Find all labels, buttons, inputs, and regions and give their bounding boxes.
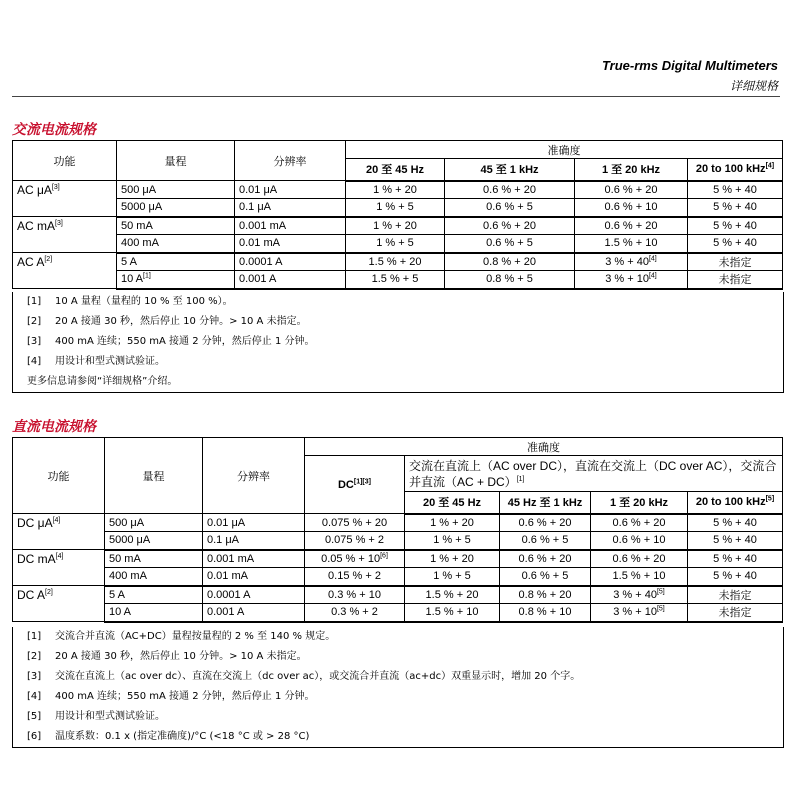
col-header-dc-label: DC [337, 478, 354, 491]
footnote-ref: [1] [516, 475, 525, 483]
accuracy-cell: 0.6 % + 20 [575, 217, 688, 235]
resolution-cell: 0.001 A [203, 604, 305, 622]
footnote [13, 312, 783, 332]
accuracy-cell: 0.8 % + 20 [500, 586, 591, 604]
accuracy-cell: 5 % + 40 [688, 550, 783, 568]
resolution-cell: 0.001 mA [235, 217, 346, 235]
function-cell [13, 217, 117, 253]
col-header-range: 量程 [105, 438, 203, 514]
footnote-number: [3] [27, 671, 42, 682]
resolution-cell: 0.1 μA [203, 532, 305, 550]
col-header-resolution: 分辨率 [203, 438, 305, 514]
accuracy-cell: 5 % + 40 [688, 199, 783, 217]
footnote-number: [3] [27, 336, 42, 347]
footnote [13, 647, 783, 667]
ac-section-title: 交流电流规格 [12, 122, 96, 138]
footnote-ref: [6] [380, 552, 388, 560]
range-value-text: 10 A [121, 273, 144, 286]
table-row [13, 568, 783, 586]
function-cell [13, 514, 105, 550]
col-header-ac-dc-label: 交流在直流上（AC over DC），直流在交流上（DC over AC），交流合并直流（AC + DC） [409, 458, 777, 489]
resolution-cell: 0.1 μA [235, 199, 346, 217]
footnote-ref: [2] [45, 589, 53, 596]
col-header-1-20khz: 1 至 20 kHz [575, 159, 688, 181]
table-row [13, 199, 783, 217]
footnote [13, 292, 783, 312]
footnote-ref: [1][3] [353, 477, 371, 485]
footnote-text: 400 mA 连续；550 mA 接通 2 分钟，然后停止 1 分钟。 [55, 336, 315, 347]
accuracy-cell: 1 % + 20 [346, 217, 445, 235]
footnote-text: 交流在直流上（ac over dc）、直流在交流上（dc over ac），或交流合并直流（ac+dc）双重显示时，增加 20 个字。 [55, 671, 581, 682]
accuracy-cell: 5 % + 40 [688, 532, 783, 550]
footnote-number: [4] [27, 691, 42, 702]
accuracy-cell: 1.5 % + 5 [346, 271, 445, 289]
accuracy-cell: 未指定 [688, 271, 783, 289]
col-header-20-100khz [688, 159, 783, 181]
dc-accuracy-cell: 0.3 % + 2 [305, 604, 405, 622]
accuracy-cell: 0.6 % + 5 [500, 532, 591, 550]
accuracy-cell: 5 % + 40 [688, 514, 783, 532]
accuracy-value-text: 3 % + 40 [605, 255, 649, 268]
dc-accuracy-cell: 0.075 % + 2 [305, 532, 405, 550]
accuracy-value-text: 3 % + 10 [605, 273, 649, 286]
footnote-number: [5] [27, 711, 42, 722]
accuracy-cell: 0.6 % + 20 [445, 181, 575, 199]
accuracy-cell: 1 % + 5 [346, 199, 445, 217]
function-label-text: AC μA [17, 183, 52, 197]
range-cell: 500 μA [117, 181, 235, 199]
col-header-20-45hz: 20 至 45 Hz [346, 159, 445, 181]
footnote-text: 400 mA 连续；550 mA 接通 2 分钟，然后停止 1 分钟。 [55, 691, 315, 702]
dc-current-spec-table [12, 437, 783, 623]
accuracy-cell: 5 % + 40 [688, 235, 783, 253]
table-row [13, 217, 783, 235]
resolution-cell: 0.01 μA [203, 514, 305, 532]
table-row [13, 532, 783, 550]
footnote-ref: [4] [648, 272, 657, 280]
accuracy-cell: 0.6 % + 20 [445, 217, 575, 235]
accuracy-cell: 未指定 [688, 586, 783, 604]
function-label-text: DC μA [17, 516, 53, 530]
accuracy-value-text: 3 % + 40 [613, 588, 657, 601]
header-divider [12, 96, 780, 97]
range-cell: 400 mA [105, 568, 203, 586]
accuracy-cell: 0.6 % + 20 [500, 514, 591, 532]
function-label-text: DC mA [17, 552, 56, 566]
accuracy-cell: 1.5 % + 10 [591, 568, 688, 586]
range-cell: 500 μA [105, 514, 203, 532]
accuracy-cell: 0.8 % + 20 [445, 253, 575, 271]
col-header-20-45hz: 20 至 45 Hz [405, 492, 500, 514]
accuracy-cell: 1.5 % + 20 [346, 253, 445, 271]
accuracy-cell: 5 % + 40 [688, 568, 783, 586]
table-row [13, 253, 783, 271]
accuracy-cell: 未指定 [688, 253, 783, 271]
accuracy-cell: 0.6 % + 10 [575, 199, 688, 217]
footnote-text: 温度系数：0.1 x (指定准确度)/°C (<18 °C 或 > 28 °C) [55, 731, 310, 742]
function-cell [13, 586, 105, 622]
footnote-text: 用设计和型式测试验证。 [55, 711, 165, 722]
accuracy-cell: 1 % + 20 [405, 550, 500, 568]
accuracy-cell: 0.6 % + 20 [500, 550, 591, 568]
accuracy-cell: 1 % + 20 [346, 181, 445, 199]
range-cell: 5 A [117, 253, 235, 271]
footnote [13, 352, 783, 372]
resolution-cell: 0.0001 A [203, 586, 305, 604]
footnote-ref: [4] [765, 162, 775, 170]
accuracy-cell: 未指定 [688, 604, 783, 622]
accuracy-cell: 1 % + 20 [405, 514, 500, 532]
function-label-text: AC mA [17, 219, 56, 233]
col-header-20-100khz-label: 20 to 100 kHz [695, 496, 766, 509]
accuracy-cell: 0.6 % + 5 [500, 568, 591, 586]
range-cell [117, 271, 235, 289]
resolution-cell: 0.01 μA [235, 181, 346, 199]
range-cell: 50 mA [105, 550, 203, 568]
footnote-number: [1] [27, 296, 42, 307]
col-header-45hz-1khz: 45 Hz 至 1 kHz [500, 492, 591, 514]
range-cell: 400 mA [117, 235, 235, 253]
function-cell [13, 253, 117, 289]
ac-footnotes [12, 292, 784, 393]
accuracy-cell: 1 % + 5 [405, 532, 500, 550]
table-row [13, 514, 783, 532]
footnote-ref: [1] [143, 272, 151, 280]
col-header-accuracy: 准确度 [346, 141, 783, 159]
footnote-text: 20 A 接通 30 秒，然后停止 10 分钟。> 10 A 未指定。 [55, 316, 307, 327]
footnote-text: 交流合并直流（AC+DC）量程按量程的 2 % 至 140 % 规定。 [55, 631, 336, 642]
function-cell [13, 181, 117, 217]
accuracy-cell: 1 % + 5 [405, 568, 500, 586]
footnote-ref: [3] [55, 220, 63, 227]
footnote [13, 332, 783, 352]
footnote-text: 用设计和型式测试验证。 [55, 356, 165, 367]
col-header-resolution: 分辨率 [235, 141, 346, 181]
accuracy-cell: 5 % + 40 [688, 181, 783, 199]
range-cell: 5000 μA [117, 199, 235, 217]
resolution-cell: 0.001 A [235, 271, 346, 289]
accuracy-cell: 0.6 % + 5 [445, 199, 575, 217]
accuracy-cell: 1.5 % + 10 [575, 235, 688, 253]
accuracy-cell [591, 586, 688, 604]
col-header-function: 功能 [13, 438, 105, 514]
col-header-45-1khz: 45 至 1 kHz [445, 159, 575, 181]
footnote-ref: [3] [51, 184, 60, 191]
col-header-1-20khz: 1 至 20 kHz [591, 492, 688, 514]
dc-accuracy-cell [305, 550, 405, 568]
accuracy-cell [591, 604, 688, 622]
more-info-note: 更多信息请参阅“详细规格”介绍。 [27, 376, 178, 387]
dc-accuracy-cell: 0.075 % + 20 [305, 514, 405, 532]
dc-accuracy-cell: 0.15 % + 2 [305, 568, 405, 586]
range-cell: 5 A [105, 586, 203, 604]
accuracy-cell: 1.5 % + 20 [405, 586, 500, 604]
dc-footnotes [12, 627, 784, 748]
accuracy-cell: 0.6 % + 20 [591, 514, 688, 532]
col-header-range: 量程 [117, 141, 235, 181]
resolution-cell: 0.001 mA [203, 550, 305, 568]
footnote-ref: [5] [765, 495, 775, 503]
footnote [13, 707, 783, 727]
col-header-20-100khz-label: 20 to 100 kHz [695, 163, 766, 176]
footnote-text: 20 A 接通 30 秒，然后停止 10 分钟。> 10 A 未指定。 [55, 651, 307, 662]
resolution-cell: 0.01 mA [203, 568, 305, 586]
accuracy-cell: 0.6 % + 20 [575, 181, 688, 199]
accuracy-cell: 0.6 % + 10 [591, 532, 688, 550]
accuracy-cell: 1.5 % + 10 [405, 604, 500, 622]
table-row [13, 235, 783, 253]
footnote [13, 667, 783, 687]
footnote-number: [6] [27, 731, 42, 742]
footnote-text: 10 A 量程（量程的 10 % 至 100 %）。 [55, 296, 233, 307]
table-row [13, 181, 783, 199]
footnote-number: [2] [27, 651, 42, 662]
col-header-accuracy: 准确度 [305, 438, 783, 456]
function-label-text: DC A [17, 588, 46, 602]
accuracy-cell: 0.8 % + 10 [500, 604, 591, 622]
table-row [13, 586, 783, 604]
accuracy-value-text: 3 % + 10 [613, 606, 657, 619]
dc-accuracy-cell: 0.3 % + 10 [305, 586, 405, 604]
accuracy-cell: 5 % + 40 [688, 217, 783, 235]
accuracy-cell: 1 % + 5 [346, 235, 445, 253]
footnote-number: [4] [27, 356, 42, 367]
document-subtitle: 详细规格 [729, 79, 778, 93]
footnote [13, 727, 783, 747]
col-header-20-100khz [688, 492, 783, 514]
footnote-ref: [5] [656, 588, 665, 596]
col-header-ac-dc-combined [405, 456, 783, 492]
footnote-ref: [4] [52, 517, 61, 524]
footnote-ref: [4] [648, 255, 657, 263]
accuracy-cell: 0.6 % + 20 [591, 550, 688, 568]
function-label-text: AC A [17, 255, 45, 269]
dc-section-title: 直流电流规格 [12, 419, 96, 435]
range-cell: 10 A [105, 604, 203, 622]
footnote [13, 687, 783, 707]
accuracy-cell: 0.8 % + 5 [445, 271, 575, 289]
footnote-ref: [5] [656, 605, 665, 613]
resolution-cell: 0.01 mA [235, 235, 346, 253]
table-row [13, 604, 783, 622]
function-cell [13, 550, 105, 586]
ac-current-spec-table [12, 140, 783, 290]
dc-accuracy-value-text: 0.05 % + 10 [321, 552, 381, 565]
resolution-cell: 0.0001 A [235, 253, 346, 271]
range-cell: 5000 μA [105, 532, 203, 550]
footnote-ref: [2] [44, 256, 53, 263]
accuracy-cell [575, 271, 688, 289]
footnote-number: [2] [27, 316, 42, 327]
range-cell: 50 mA [117, 217, 235, 235]
col-header-dc [305, 456, 405, 514]
accuracy-cell: 0.6 % + 5 [445, 235, 575, 253]
table-row [13, 550, 783, 568]
col-header-function: 功能 [13, 141, 117, 181]
accuracy-cell [575, 253, 688, 271]
document-title: True-rms Digital Multimeters [601, 58, 778, 73]
footnote-ref: [4] [55, 553, 64, 560]
footnote-number: [1] [27, 631, 42, 642]
table-row [13, 271, 783, 289]
footnote [13, 627, 783, 647]
